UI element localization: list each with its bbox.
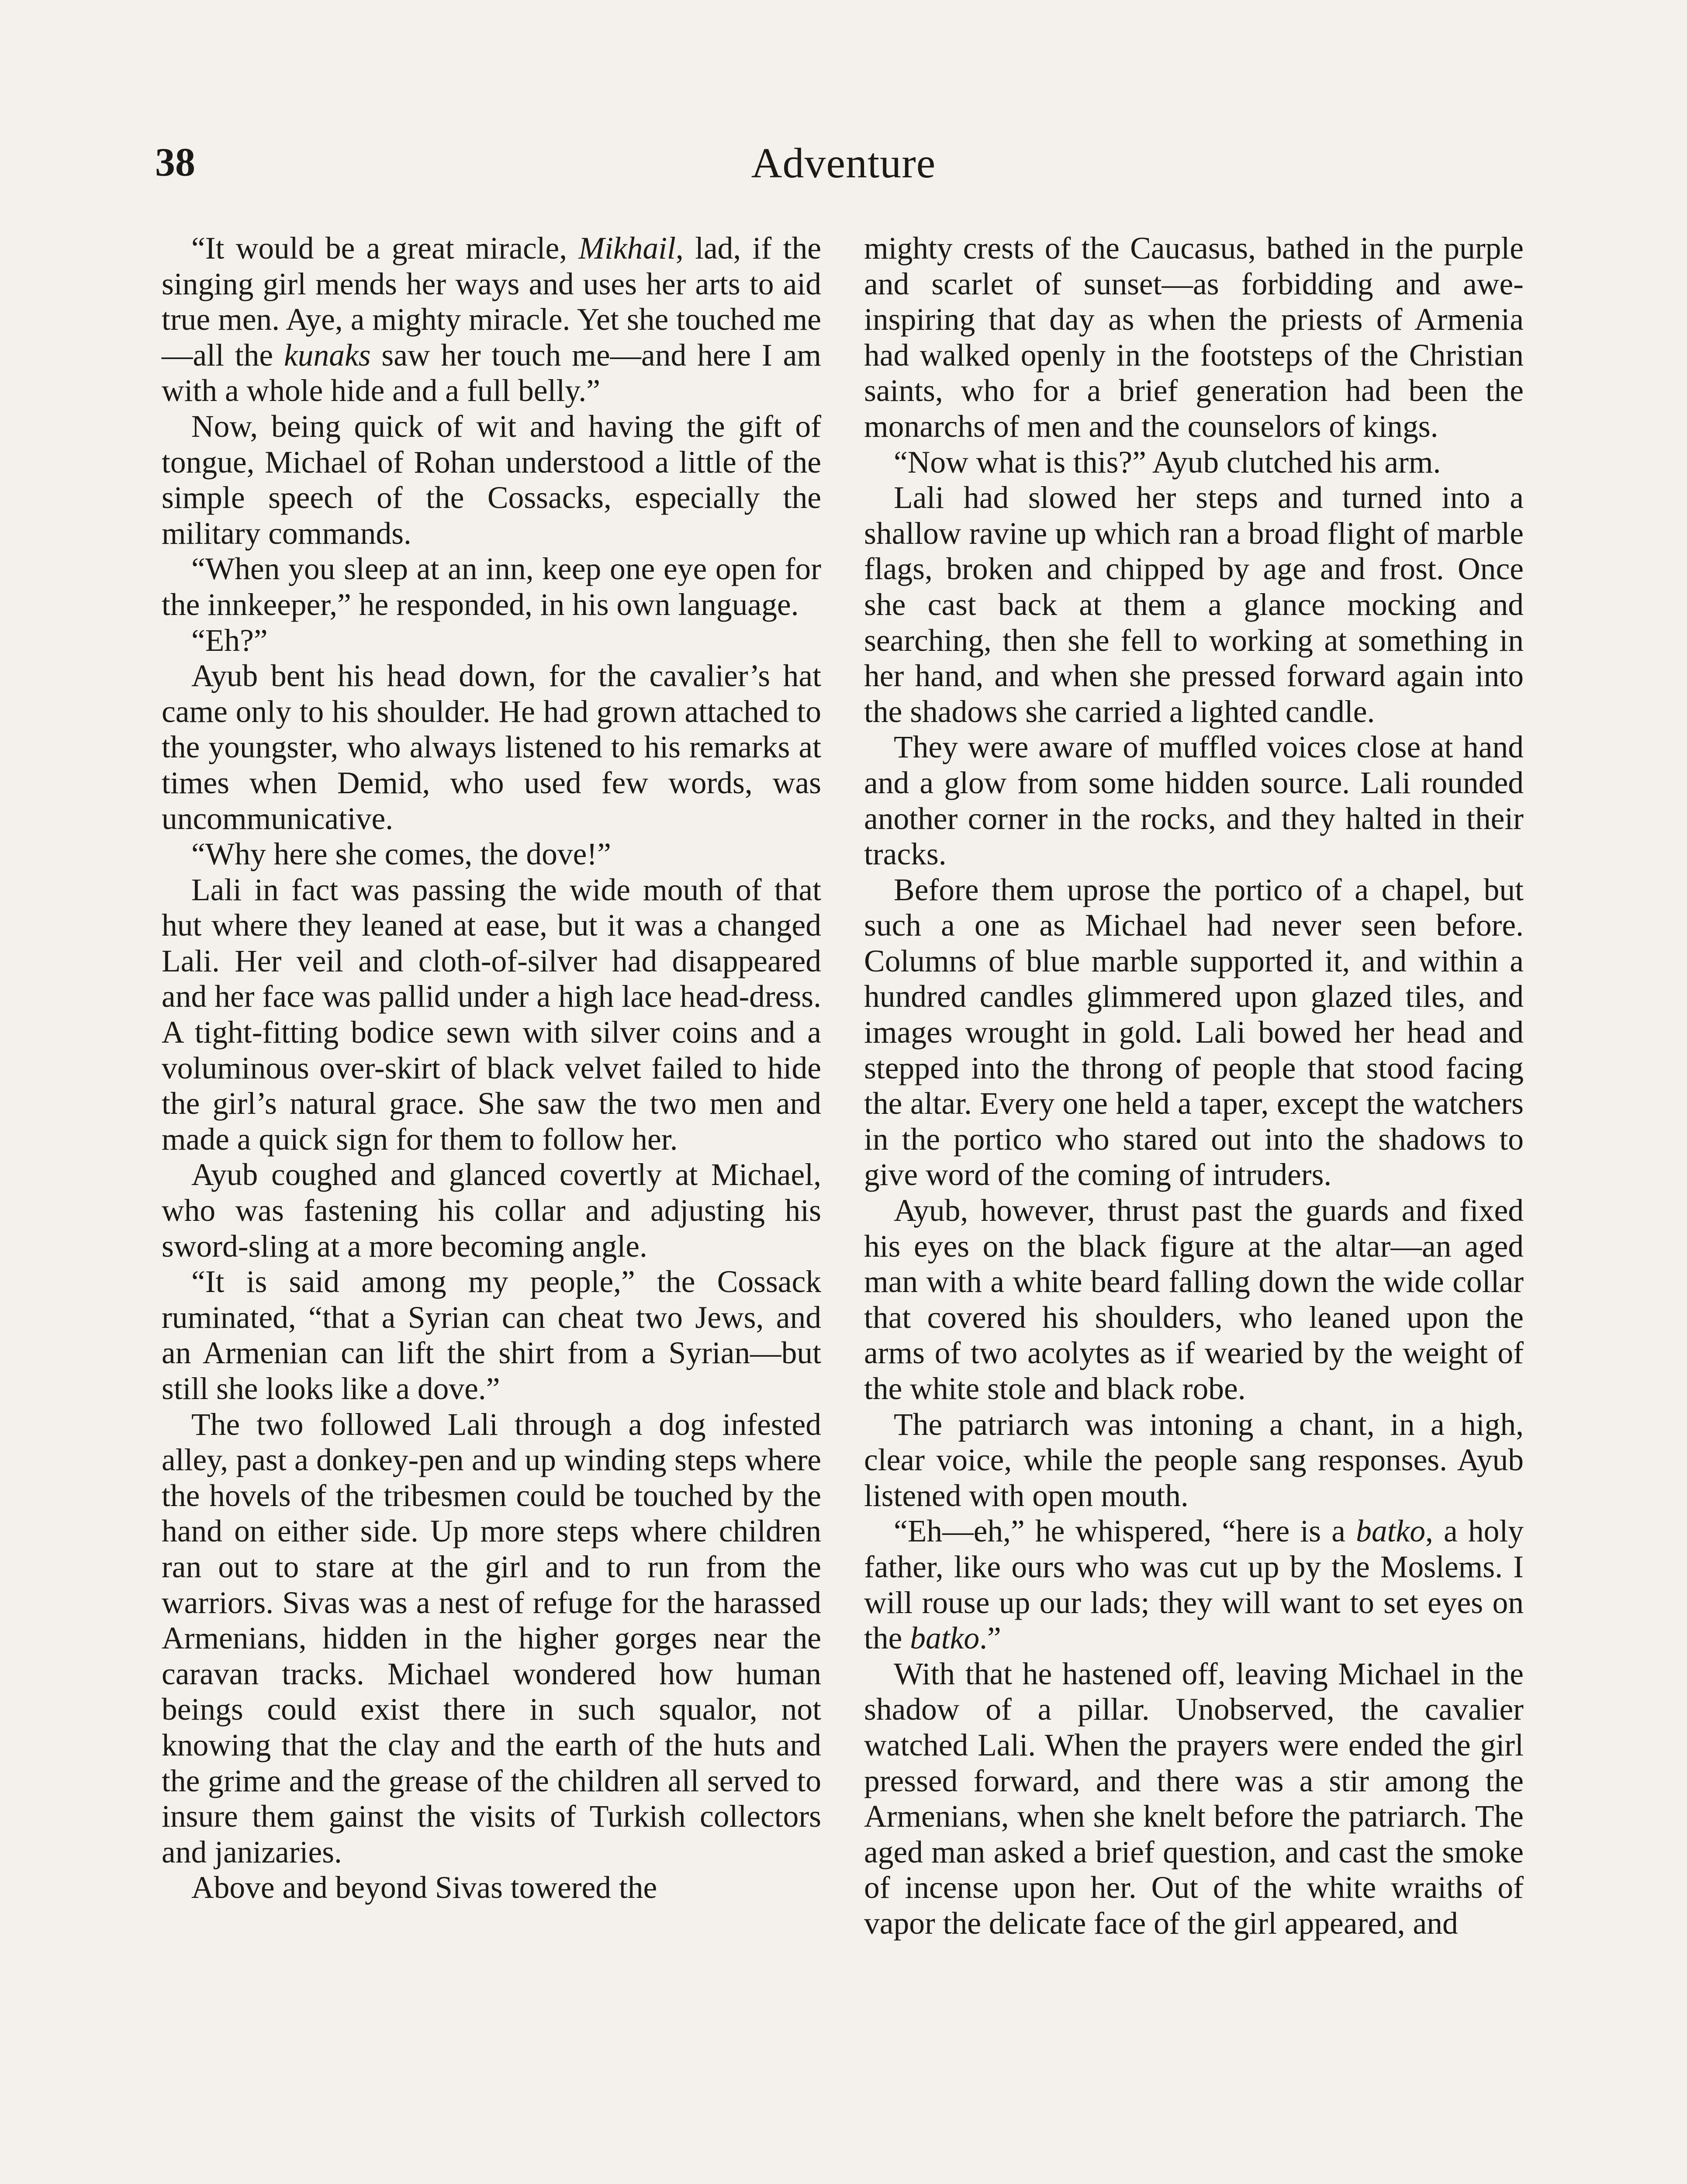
italic-text: Mikhail xyxy=(578,231,676,266)
text-run: Ayub bent his head down, for the cavalier’s hat came only to his shoulder. He had grown attached to the youngster, who always listened to his remarks at times when Demid, who used few words, was uncommunicative. xyxy=(162,659,821,836)
page-number: 38 xyxy=(155,140,195,184)
text-run: , a holy father, like ours who was cut up by the Moslems. I will rouse up our lads; they will want to set eyes on the xyxy=(864,1514,1524,1656)
text-run: .” xyxy=(979,1621,1001,1656)
paragraph xyxy=(162,872,821,1158)
paragraph xyxy=(162,1157,821,1264)
paragraph xyxy=(162,231,821,409)
paragraph xyxy=(162,658,821,836)
paragraph xyxy=(864,1193,1524,1407)
left-column xyxy=(162,231,821,1906)
paragraph xyxy=(864,872,1524,1193)
paragraph xyxy=(864,1656,1524,1942)
text-run: Now, being quick of wit and having the gift of tongue, Michael of Rohan understood a little of the simple speech of the Cossacks, especially the military commands. xyxy=(162,409,821,551)
italic-text: batko xyxy=(1356,1514,1425,1549)
text-run: saw her touch me—and here I am with a whole hide and a full belly.” xyxy=(162,338,821,408)
paragraph xyxy=(864,1407,1524,1514)
text-run: Before them uprose the portico of a chapel, but such a one as Michael had never seen before. Columns of blue marble supported it, and within a hundred candles glimmered upon glazed tiles, and images wrought in gold. Lali bowed her head and stepped into the throng of people that stood facing the altar. Every one held a taper, except the watchers in the portico who stared out into the shadows to give word of the coming of intruders. xyxy=(864,872,1524,1192)
text-run: mighty crests of the Caucasus, bathed in the purple and scarlet of sunset—as forbidding and awe-inspiring that day as when the priests of Armenia had walked openly in the footsteps of the Christian saints, who for a brief generation had been the monarchs of men and the counselors of kings. xyxy=(864,231,1524,444)
paragraph xyxy=(864,231,1524,445)
text-run: Ayub, however, thrust past the guards and fixed his eyes on the black figure at the altar—an aged man with a white beard falling down the wide collar that covered his shoulders, who leaned upon the arms of two acolytes as if wearied by the weight of the white stole and black robe. xyxy=(864,1193,1524,1406)
text-run: “Eh—eh,” he whispered, “here is a xyxy=(894,1514,1356,1549)
paragraph xyxy=(864,1514,1524,1656)
italic-text: batko xyxy=(910,1621,980,1656)
paragraph xyxy=(162,836,821,872)
italic-text: kunaks xyxy=(283,338,371,373)
text-run: The two followed Lali through a dog infested alley, past a donkey-pen and up winding steps where the hovels of the tribesmen could be touched by the hand on either side. Up more steps where children ran out to stare at the girl and to run from the warriors. Sivas was a nest of refuge for the harassed Armenians, hidden in the higher gorges near the caravan tracks. Michael wondered how human beings could exist there in such squalor, not knowing that the clay and the earth of the huts and the grime and the grease of the children all served to insure them gainst the visits of Turkish collectors and janizaries. xyxy=(162,1407,821,1870)
paragraph xyxy=(162,1264,821,1406)
running-head: Adventure xyxy=(751,140,936,187)
text-run: , lad, if the singing girl mends her ways and uses her arts to aid true men. Aye, a mighty miracle. Yet she touched me—all the xyxy=(162,231,821,373)
paragraph xyxy=(864,445,1524,480)
text-run: “Why here she comes, the dove!” xyxy=(191,837,611,872)
paragraph xyxy=(162,623,821,659)
paragraph xyxy=(864,729,1524,872)
text-run: They were aware of muffled voices close at hand and a glow from some hidden source. Lali rounded another corner in the rocks, and they halted in their tracks. xyxy=(864,730,1524,872)
text-run: Ayub coughed and glanced covertly at Michael, who was fastening his collar and adjusting his sword-sling at a more becoming angle. xyxy=(162,1158,821,1264)
text-run: Lali had slowed her steps and turned into a shallow ravine up which ran a broad flight of marble flags, broken and chipped by age and frost. Once she cast back at them a glance mocking and searching, then she fell to working at something in her hand, and when she pressed forward again into the shadows she carried a lighted candle. xyxy=(864,480,1524,729)
text-run: “Eh?” xyxy=(191,623,268,658)
text-run: Lali in fact was passing the wide mouth of that hut where they leaned at ease, but it was a changed Lali. Her veil and cloth-of-silver had disappeared and her face was pallid under a high lace head-dress. A tight-fitting bodice sewn with silver coins and a voluminous over-skirt of black velvet failed to hide the girl’s natural grace. She saw the two men and made a quick sign for them to follow her. xyxy=(162,872,821,1157)
paragraph xyxy=(162,1870,821,1906)
paragraph xyxy=(162,409,821,551)
text-run: “It would be a great miracle, xyxy=(191,231,579,266)
text-run: With that he hastened off, leaving Michael in the shadow of a pillar. Unobserved, the cavalier watched Lali. When the prayers were ended the girl pressed forward, and there was a stir among the Armenians, when she knelt before the patriarch. The aged man asked a brief question, and cast the smoke of incense upon her. Out of the white wraiths of vapor the delicate face of the girl appeared, and xyxy=(864,1656,1524,1941)
text-run: “When you sleep at an inn, keep one eye open for the innkeeper,” he responded, in his own language. xyxy=(162,552,821,622)
paragraph xyxy=(162,1407,821,1870)
text-run: “It is said among my people,” the Cossack ruminated, “that a Syrian can cheat two Jews, and an Armenian can lift the shirt from a Syrian—but still she looks like a dove.” xyxy=(162,1265,821,1406)
text-run: Above and beyond Sivas towered the xyxy=(191,1870,657,1905)
text-run: The patriarch was intoning a chant, in a high, clear voice, while the people sang responses. Ayub listened with open mouth. xyxy=(864,1407,1524,1513)
paragraph xyxy=(864,480,1524,729)
text-run: “Now what is this?” Ayub clutched his arm. xyxy=(894,445,1441,480)
right-column xyxy=(864,231,1524,1942)
paragraph xyxy=(162,551,821,622)
